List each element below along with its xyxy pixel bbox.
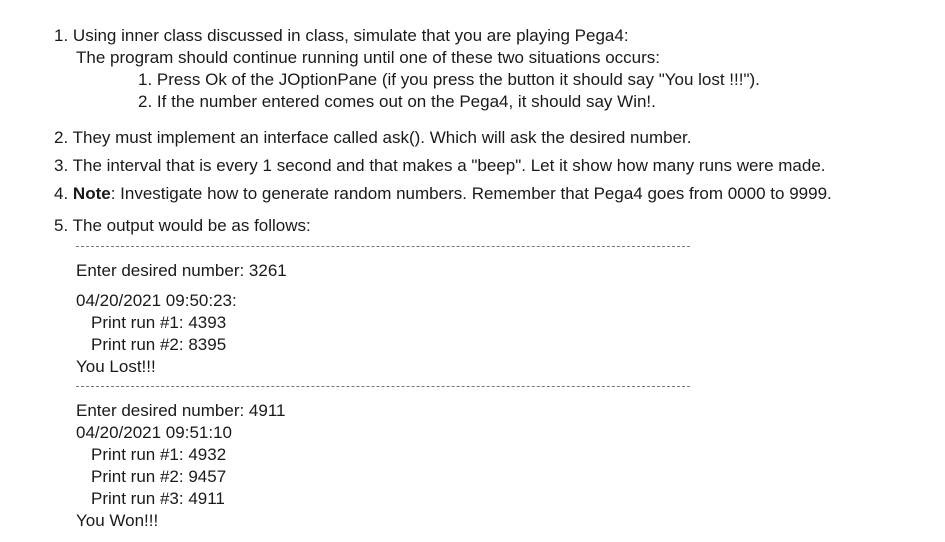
subitem-text: Press Ok of the JOptionPane (if you press the button it should say "You lost !!!").: [156, 70, 760, 89]
item-number: 2.: [54, 128, 69, 147]
output-result: You Lost!!!: [76, 357, 156, 376]
item-number: 1.: [54, 26, 69, 45]
output-run: Print run #1: 4393: [91, 313, 227, 332]
separator: [76, 246, 690, 247]
subitem-text: If the number entered comes out on the Pega4, it should say Win!.: [156, 92, 656, 111]
output-run: Print run #2: 8395: [91, 335, 227, 354]
output-run: Print run #3: 4911: [91, 489, 225, 508]
subitem-1: [138, 70, 760, 90]
item-1: [54, 26, 629, 46]
item-text: The interval that is every 1 second and that makes a "beep". Let it show how many runs were made.: [72, 156, 826, 175]
output-prompt: Enter desired number: 3261: [76, 261, 287, 280]
item-2: [54, 128, 691, 148]
item-text: : Investigate how to generate random numbers. Remember that Pega4 goes from 0000 to 9999.: [110, 184, 832, 203]
output-run: Print run #2: 9457: [91, 467, 227, 486]
item-5: [54, 216, 311, 236]
subitem-number: 2.: [138, 92, 153, 111]
item-text: Using inner class discussed in class, simulate that you are playing Pega4:: [72, 26, 629, 45]
subitem-number: 1.: [138, 70, 153, 89]
item-3: [54, 156, 826, 176]
item-text: The output would be as follows:: [72, 216, 311, 235]
item-text: The program should continue running until one of these two situations occurs:: [76, 48, 661, 67]
item-number: 3.: [54, 156, 69, 175]
item-4: [54, 184, 832, 204]
output-run: Print run #1: 4932: [91, 445, 227, 464]
separator: [76, 386, 690, 387]
output-timestamp: 04/20/2021 09:51:10: [76, 423, 232, 442]
output-result: You Won!!!: [76, 511, 159, 530]
output-timestamp: 04/20/2021 09:50:23:: [76, 291, 237, 310]
output-prompt: Enter desired number: 4911: [76, 401, 286, 420]
note-label: Note: [72, 184, 111, 203]
item-number: 4.: [54, 184, 69, 203]
item-text: They must implement an interface called ask(). Which will ask the desired number.: [72, 128, 692, 147]
item-number: 5.: [54, 216, 69, 235]
item-1-continuation: [76, 48, 660, 68]
subitem-2: [138, 92, 656, 112]
